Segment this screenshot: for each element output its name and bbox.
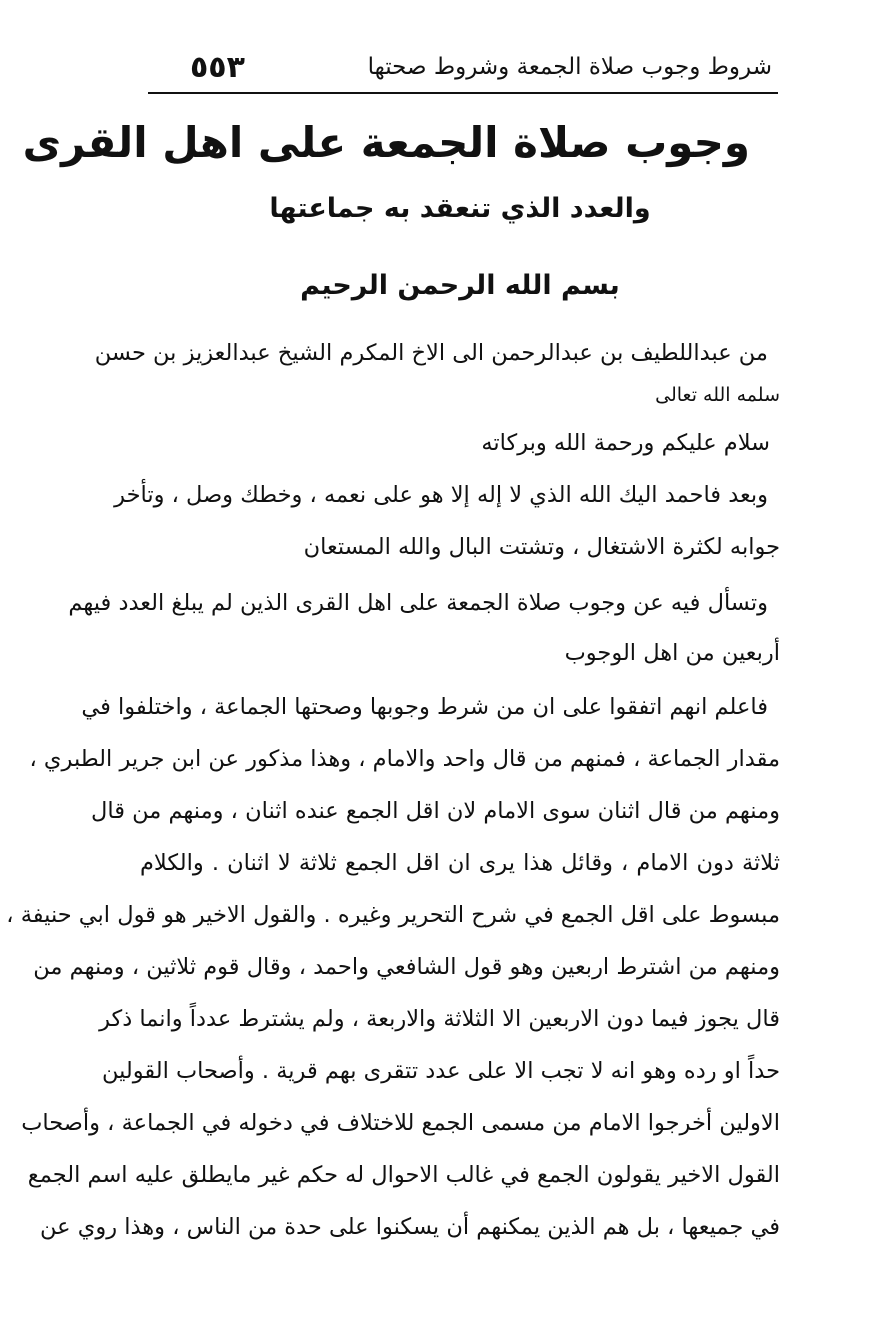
chapter-subtitle: والعدد الذي تنعقد به جماعتها [269, 193, 651, 224]
body-line: ومنهم من قال اثنان سوى الامام لان اقل الجمع عنده اثنان ، ومنهم من قال [91, 798, 780, 824]
body-line: حداً او رده وهو انه لا تجب الا على عدد تتقرى بهم قرية . وأصحاب القولين [101, 1058, 780, 1084]
body-line: سلام عليكم ورحمة الله وبركاته [481, 430, 770, 456]
body-line: مبسوط على اقل الجمع في شرح التحرير وغيره . والقول الاخير هو قول ابي حنيفة ، [6, 902, 780, 928]
page-header [148, 44, 778, 96]
header-rule [148, 92, 778, 94]
running-title: شروط وجوب صلاة الجمعة وشروط صحتها [367, 54, 772, 80]
body-line: القول الاخير يقولون الجمع في غالب الاحوال له حكم غير مايطلق عليه اسم الجمع [27, 1162, 780, 1188]
body-line: ثلاثة دون الامام ، وقائل هذا يرى ان اقل الجمع ثلاثة لا اثنان . والكلام [140, 850, 780, 876]
body-line: فاعلم انهم اتفقوا على ان من شرط وجوبها وصحتها الجماعة ، واختلفوا في [81, 694, 768, 720]
body-line: في جميعها ، بل هم الذين يمكنهم أن يسكنوا على حدة من الناس ، وهذا روي عن [40, 1214, 780, 1240]
body-line: جوابه لكثرة الاشتغال ، وتشتت البال والله المستعان [303, 534, 780, 560]
basmala: بسم الله الرحمن الرحيم [300, 270, 620, 301]
body-line: وتسأل فيه عن وجوب صلاة الجمعة على اهل القرى الذين لم يبلغ العدد فيهم [68, 590, 768, 616]
body-line: الاولين أخرجوا الامام من مسمى الجمع للاختلاف في دخوله في الجماعة ، وأصحاب [21, 1110, 780, 1136]
body-line: قال يجوز فيما دون الاربعين الا الثلاثة والاربعة ، ولم يشترط عدداً وانما ذكر [99, 1006, 780, 1032]
chapter-title: وجوب صلاة الجمعة على اهل القرى [22, 118, 750, 167]
body-line: أربعين من اهل الوجوب [564, 640, 780, 666]
body-line: ومنهم من اشترط اربعين وهو قول الشافعي واحمد ، وقال قوم ثلاثين ، ومنهم من [33, 954, 780, 980]
body-line: من عبداللطيف بن عبدالرحمن الى الاخ المكرم الشيخ عبدالعزيز بن حسن [94, 340, 768, 366]
body-line: مقدار الجماعة ، فمنهم من قال واحد والامام ، وهذا مذكور عن ابن جرير الطبري ، [29, 746, 780, 772]
body-line: وبعد فاحمد اليك الله الذي لا إله إلا هو على نعمه ، وخطك وصل ، وتأخر [114, 482, 768, 508]
page-number: ٥٥٣ [190, 50, 245, 85]
body-line: سلمه الله تعالى [655, 384, 780, 406]
